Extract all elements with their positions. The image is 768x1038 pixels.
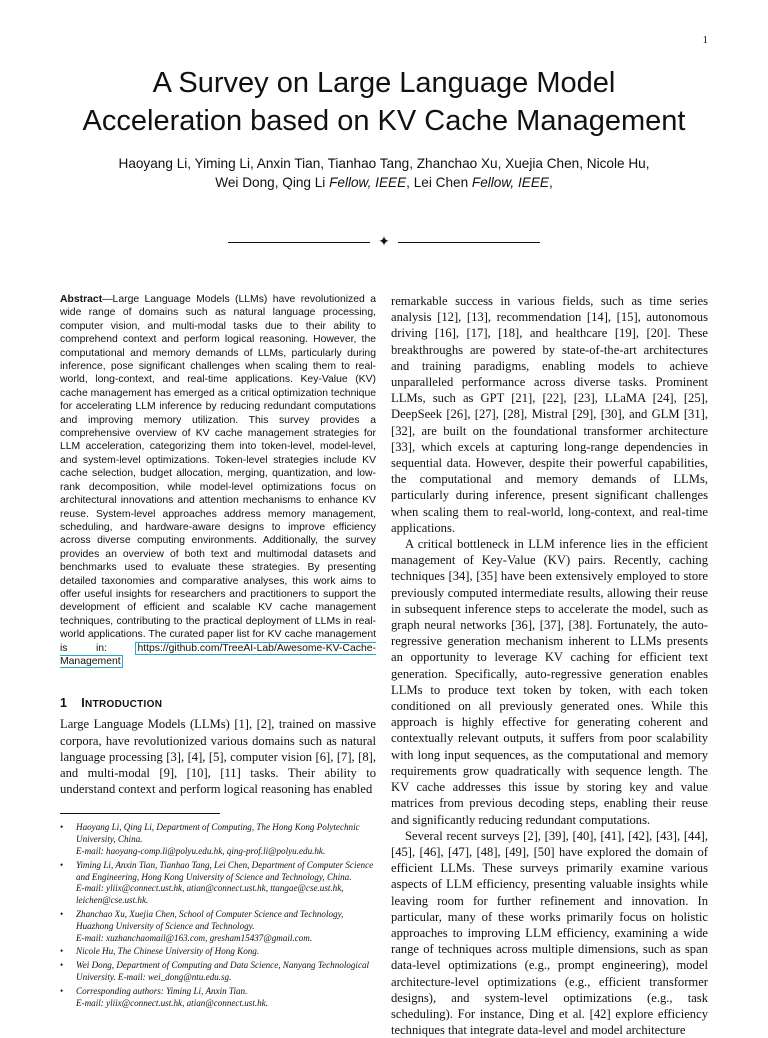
authors-segment: , Lei Chen xyxy=(406,175,472,190)
abstract xyxy=(60,293,376,668)
title-divider xyxy=(228,232,540,252)
left-column xyxy=(60,293,376,1011)
footnote-item xyxy=(60,960,376,984)
footnote-email: E-mail: yliix@connect.ust.hk, atian@connect.ust.hk, ttangae@cse.ust.hk, leichen@cse.ust.hk. xyxy=(76,883,344,906)
section-title-rest: NTRODUCTION xyxy=(85,699,163,711)
authors-segment: , xyxy=(548,175,553,190)
footnote-affiliation: • Wei Dong, Department of Computing and Data Science, Nanyang Technological University. E-mail: wei_dong@ntu.edu.sg. xyxy=(76,960,370,982)
page-number: 1 xyxy=(702,34,708,46)
fellow-title: Fellow, IEEE xyxy=(329,175,407,190)
title-line-2: Acceleration based on KV Cache Management xyxy=(82,105,686,137)
footnote-item xyxy=(60,909,376,944)
divider-ornament-icon: ✦ xyxy=(378,234,390,250)
footnote-affiliation: • Zhanchao Xu, Xuejia Chen, School of Computer Science and Technology, Huazhong University of Science and Technology. xyxy=(76,908,344,931)
authors-line-1: Haoyang Li, Yiming Li, Anxin Tian, Tianhao Tang, Zhanchao Xu, Xuejia Chen, Nicole Hu, xyxy=(118,156,650,171)
author-list xyxy=(60,154,708,192)
authors-line-2 xyxy=(60,173,708,192)
footnote-rule xyxy=(60,813,220,814)
paper-title xyxy=(40,64,728,140)
footnote-item xyxy=(60,986,376,1010)
fellow-title: Fellow, IEEE xyxy=(471,175,549,190)
section-heading-introduction xyxy=(60,696,376,710)
divider-rule-right xyxy=(398,242,540,243)
intro-paragraph-3: A critical bottleneck in LLM inference lies in the efficient management of Key-Value (KV) pairs. Recently, caching techniques [34], [35] have been extensively employed to store previously computed intermediate results, allowing their reuse in subsequent inference steps to accelerate the model, such as graph neural networks [36], [37], [38]. Fortunately, the auto-regressive generation mechanism inherent to LLMs presents an opportunity to leverage KV caching for efficient text generation. Specifically, auto-regressive generation enables LLMs to produce text token by token, with each token conditioned on all previously generated ones. While this approach is highly effective for generating coherent and contextually relevant outputs, it suffers from poor scalability with long input sequences, as the computational and memory requirements grow quadratically with sequence length. The KV cache addresses this issue by storing key and value matrices from previous decoding steps, enabling their reuse and significantly reducing redundant computations. xyxy=(391,537,708,827)
right-column xyxy=(391,293,708,1038)
github-link[interactable]: https://github.com/TreeAI-Lab/Awesome-KV-Cache-Management xyxy=(60,642,376,667)
section-number: 1 xyxy=(60,696,68,711)
abstract-text: —Large Language Models (LLMs) have revolutionized a wide range of domains such as natural language processing, computer vision, and multi-modal tasks due to their ability to comprehend context and perform logical reasoning. However, the computational and memory demands of LLMs, particularly during inference, pose significant challenges when scaling them to real-world, long-context, and real-time applications. Key-Value (KV) cache management has emerged as a critical optimization technique for accelerating LLM inference by reducing redundant computations and improving memory utilization. This survey provides a comprehensive overview of KV cache management strategies for LLM acceleration, categorizing them into token-level, model-level, and system-level optimizations. Token-level strategies include KV cache selection, budget allocation, merging, quantization, and low-rank decomposition, while model-level optimizations focus on architectural innovations and attention mechanisms to enhance KV reuse. System-level approaches address memory management, scheduling, and hardware-aware designs to improve efficiency across diverse computing environments. Additionally, the survey provides an overview of both text and multimodal datasets and benchmarks used to evaluate these strategies. By presenting detailed taxonomies and comparative analyses, this work aims to offer useful insights for researchers and practitioners to support the development of efficient and scalable KV cache management techniques, contributing to the practical deployment of LLMs in real-world applications. The curated paper list for KV cache management is in: xyxy=(60,294,376,654)
intro-paragraph-4: Several recent surveys [2], [39], [40], [41], [42], [43], [44], [45], [46], [47], [48], [49], [50] have explored the domain of efficient LLMs. These surveys primarily examine various aspects of LLM efficiency, presenting valuable insights while leaving room for further refinement and innovation. In particular, many of these works primarily focus on holistic approaches to improving LLM efficiency, examining a wide range of techniques across multiple dimensions, such as span data-level optimizations (e.g., prompt engineering), model architecture-level optimizations (e.g., efficient transformer designs), and system-level optimizations (e.g., task scheduling). For instance, Ding et al. [42] explore efficiency techniques that integrate data-level and model architecture xyxy=(391,828,708,1038)
footnote-email: E-mail: yliix@connect.ust.hk, atian@connect.ust.hk. xyxy=(76,997,268,1008)
footnote-item xyxy=(60,946,376,958)
intro-paragraph-1: Large Language Models (LLMs) [1], [2], trained on massive corpora, have revolutionized various domains such as natural language processing [3], [4], [5], computer vision [6], [7], [8], and multi-modal [9], [10], [11] tasks. Their ability to understand context and perform logical reasoning has enabled xyxy=(60,717,376,797)
title-line-1: A Survey on Large Language Model xyxy=(152,67,616,99)
footnote-affiliation: • Corresponding authors: Yiming Li, Anxin Tian. xyxy=(76,985,248,996)
footnote-email: E-mail: haoyang-comp.li@polyu.edu.hk, qing-prof.li@polyu.edu.hk. xyxy=(76,845,326,856)
footnote-affiliation: • Yiming Li, Anxin Tian, Tianhao Tang, Lei Chen, Department of Computer Science and Engineering, Hong Kong University of Science and Technology, China. xyxy=(76,859,374,882)
footnotes xyxy=(60,822,376,1009)
footnote-email: E-mail: xuzhanchaomail@163.com, gresham15437@gmail.com. xyxy=(76,932,313,943)
divider-rule-left xyxy=(228,242,370,243)
section-title-initial: I xyxy=(81,696,86,711)
intro-paragraph-2: remarkable success in various fields, such as time series analysis [12], [13], recommendation [14], [15], autonomous driving [16], [17], [18], and healthcare [19], [20]. These breakthroughs are powered by state-of-the-art architectures and training paradigms, enabling models to achieve unparalleled performance across diverse tasks. Prominent LLMs, such as GPT [21], [22], [23], LLaMA [24], [25], DeepSeek [26], [27], [28], Mistral [29], [30], and GLM [31], [32], are built on the foundational transformer architecture [33], which excels at capturing long-range dependencies in sequential data. However, despite their powerful capabilities, the computational and memory demands of LLMs, particularly during inference, present significant challenges when scaling them to real-world, long-context, and real-time applications. xyxy=(391,294,708,535)
authors-segment: Wei Dong, Qing Li xyxy=(215,175,330,190)
footnote-affiliation: • Nicole Hu, The Chinese University of Hong Kong. xyxy=(76,946,260,957)
footnote-item xyxy=(60,822,376,857)
footnote-item xyxy=(60,860,376,907)
abstract-label: Abstract xyxy=(60,294,103,305)
footnote-affiliation: • Haoyang Li, Qing Li, Department of Computing, The Hong Kong Polytechnic University, China. xyxy=(76,822,360,845)
